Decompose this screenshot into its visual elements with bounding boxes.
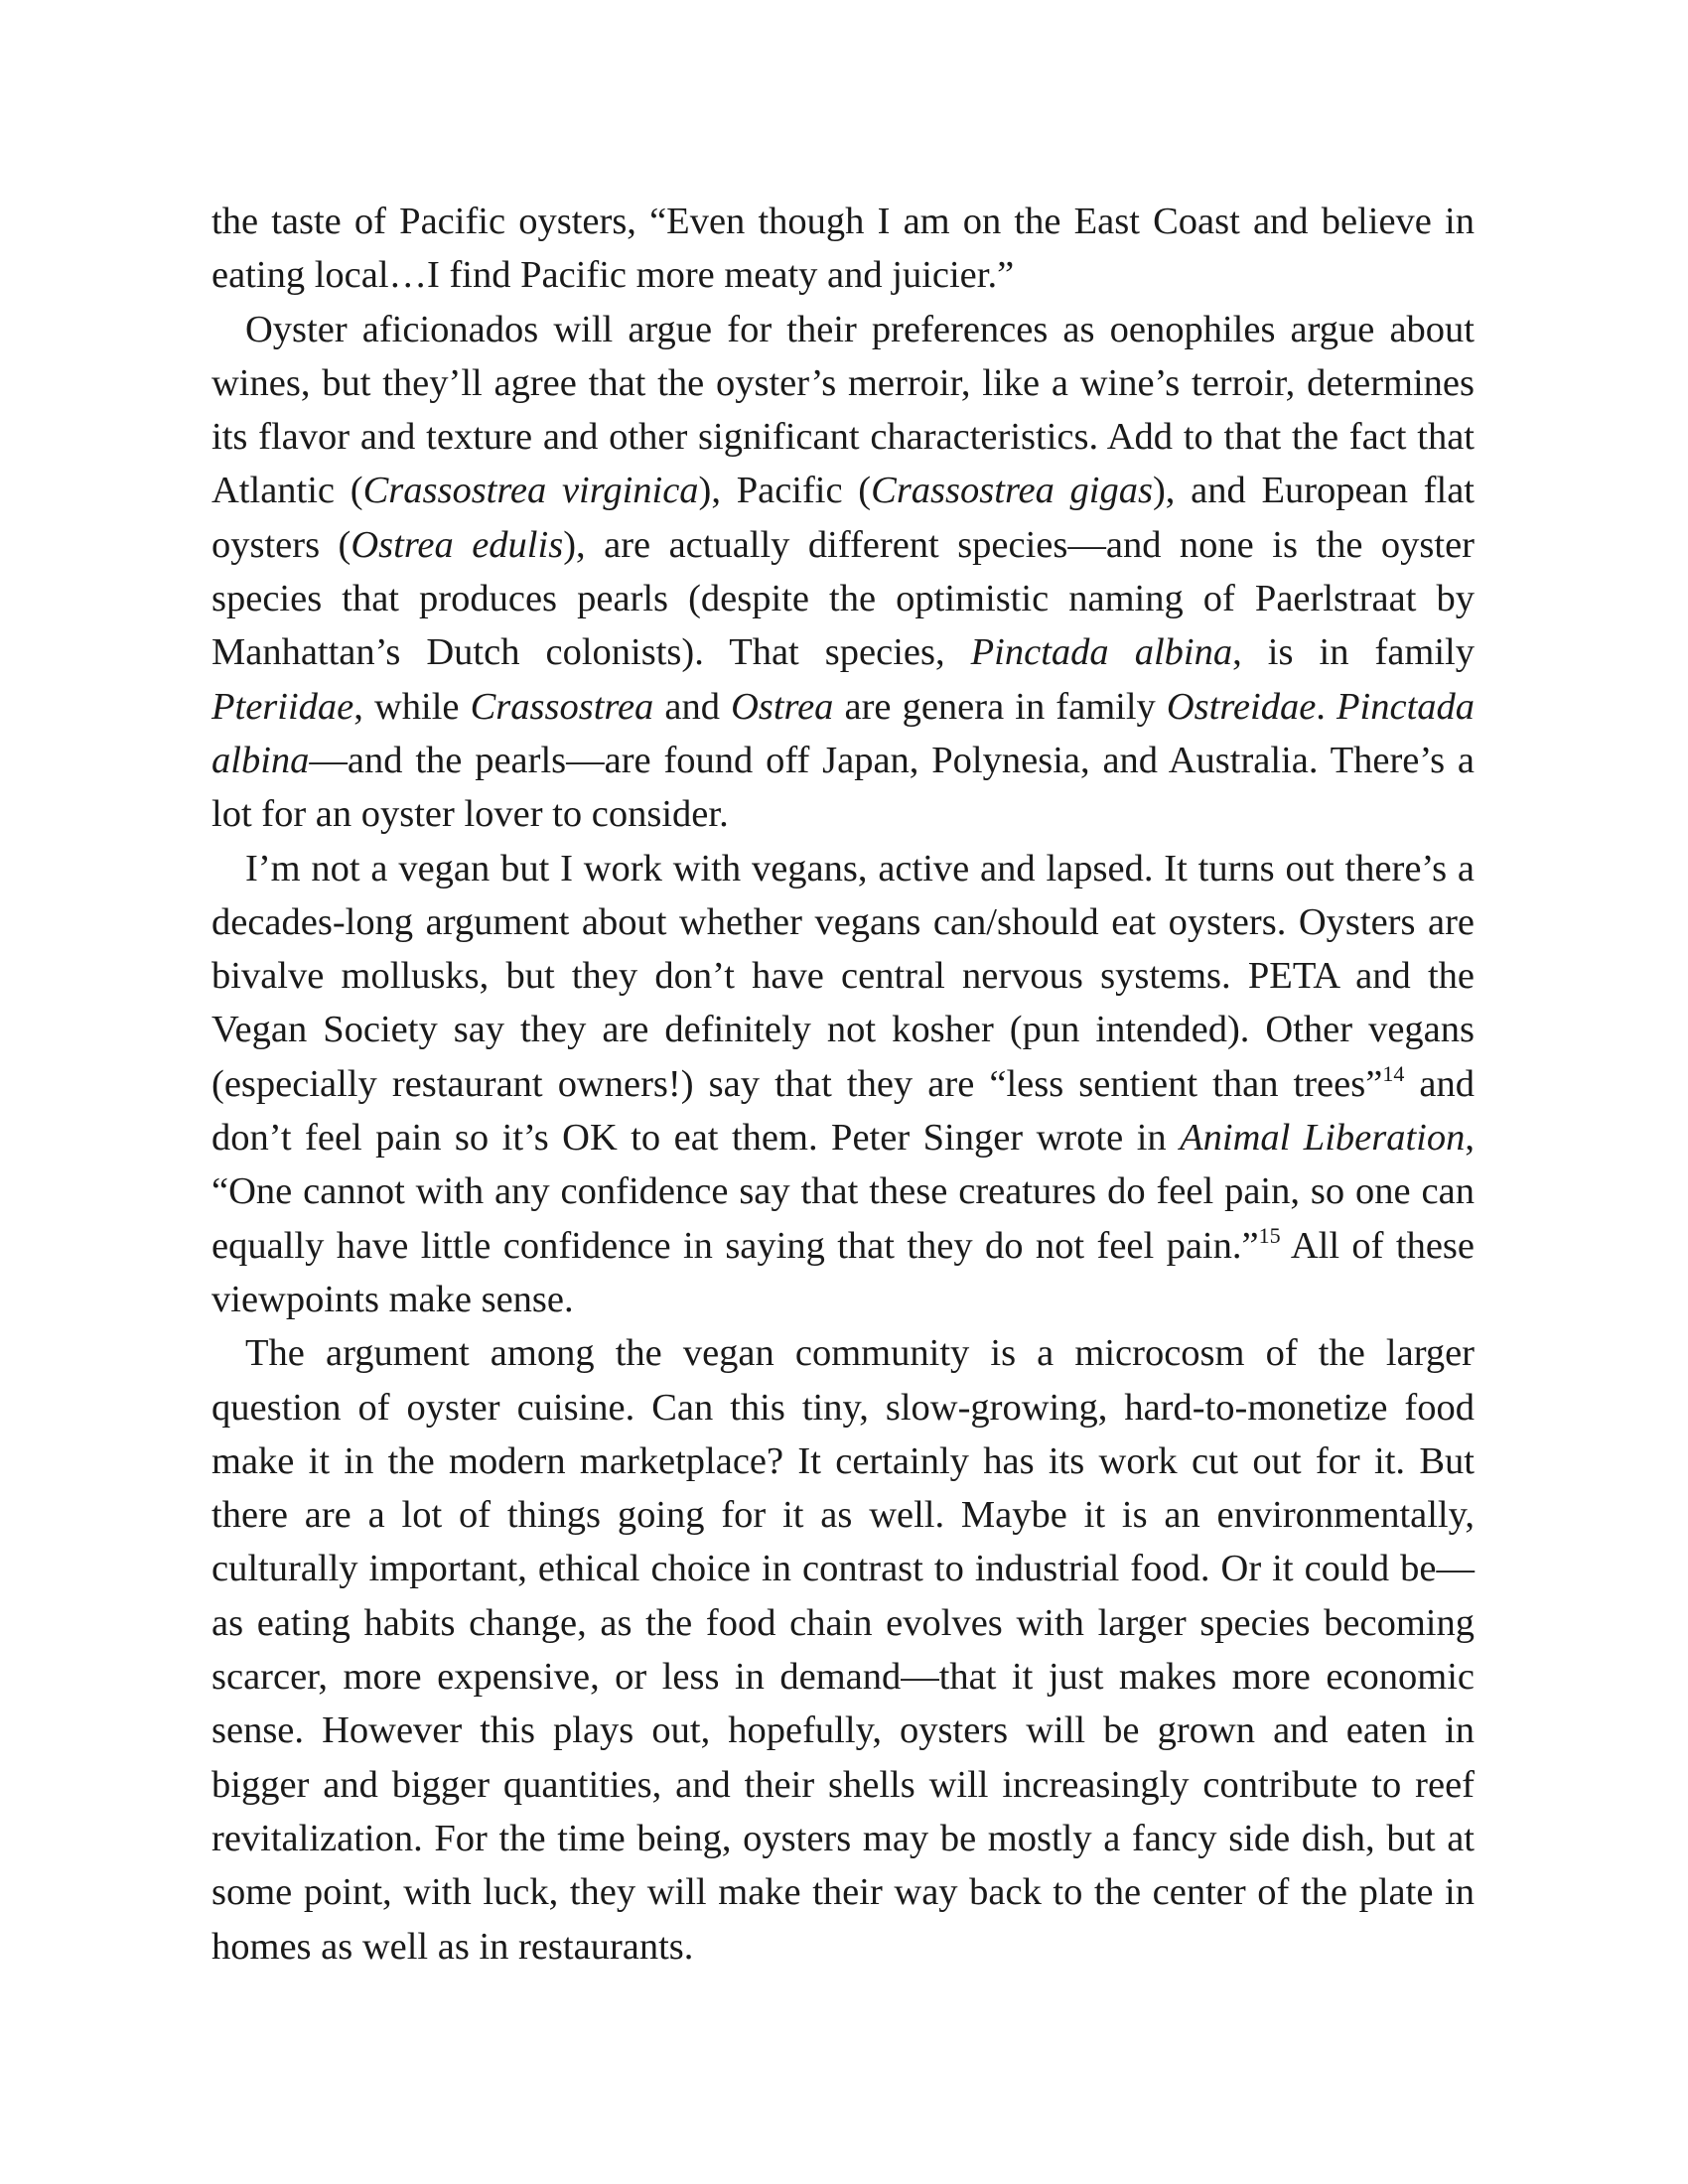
text-run: and don’t feel pain so it’s OK to eat them. Peter Singer wrote in xyxy=(211,1062,1475,1160)
paragraph-4 xyxy=(211,1326,1475,1974)
paragraph-1 xyxy=(211,195,1475,303)
text-run: the taste of Pacific oysters, “Even though I am on the East Coast and believe in eating local…I find Pacific more meaty and juicier.” xyxy=(211,201,1475,297)
text-run: are genera in family xyxy=(833,685,1167,728)
species-name: Pinctada albina xyxy=(970,631,1233,674)
paragraph-2 xyxy=(211,303,1475,842)
family-name: Pteriidae xyxy=(211,685,354,728)
genus-name: Crassostrea xyxy=(470,685,654,728)
footnote-ref-14: 14 xyxy=(1382,1060,1405,1086)
genus-name: Ostrea xyxy=(731,685,834,728)
text-run: All of these viewpoints make sense. xyxy=(211,1224,1475,1320)
species-name: Pinctada albina xyxy=(211,685,1476,781)
species-name: Ostrea edulis xyxy=(351,523,564,566)
species-name: Crassostrea virginica xyxy=(362,470,699,512)
text-run: —and the pearls—are found off Japan, Polynesia, and Australia. There’s a lot for an oyster lover to consider. xyxy=(211,739,1475,836)
text-run: ), and European flat oysters ( xyxy=(211,470,1475,566)
text-run: The argument among the vegan community is a microcosm of the larger question of oyster cuisine. Can this tiny, slow-growing, hard-to-monetize food make it in the modern marketplace? It certainly has its work cut out for it. But there are a lot of things going for it as well. Maybe it is an environmentally, culturally important, ethical choice in contrast to industrial food. Or it could be—as eating habits change, as the food chain evolves with larger species becoming scarcer, more expensive, or less in demand—that it just makes more economic sense. However this plays out, hopefully, oysters will be grown and eaten in bigger and bigger quantities, and their shells will increasingly contribute to reef revitalization. For the time being, oysters may be mostly a fancy side dish, but at some point, with luck, they will make their way back to the center of the plate in homes as well as in restaurants. xyxy=(211,1332,1475,1968)
text-run: , is in family xyxy=(1232,631,1476,674)
text-run: ), Pacific ( xyxy=(698,470,872,512)
text-run: , while xyxy=(353,685,471,728)
book-title: Animal Liberation xyxy=(1180,1117,1466,1160)
text-run: and xyxy=(653,685,732,728)
species-name: Crassostrea gigas xyxy=(871,470,1153,512)
text-run: I’m not a vegan but I work with vegans, active and lapsed. It turns out there’s a decades-long argument about whether vegans can/should eat oysters. Oysters are bivalve mollusks, but they don’t have central nervous systems. PETA and the Vegan Society say they are definitely not kosher (pun intended). Other vegans (especially restaurant owners!) say that they are “less sentient than trees” xyxy=(211,847,1475,1105)
text-run: , “One cannot with any confidence say that these creatures do feel pain, so one can equally have little confidence in saying that they do not feel pain.” xyxy=(211,1117,1475,1267)
text-run: Oyster aficionados will argue for their preferences as oenophiles argue about wines, but they’ll agree that the oyster’s merroir, like a wine’s terroir, determines its flavor and texture and other significant characteristics. Add to that the fact that Atlantic ( xyxy=(211,308,1475,512)
text-run: ), are actually different species—and none is the oyster species that produces pearls (despite the optimistic naming of Paerlstraat by Manhattan’s Dutch colonists). That species, xyxy=(211,523,1475,674)
footnote-ref-15: 15 xyxy=(1258,1222,1281,1248)
page-body xyxy=(211,195,1475,1974)
family-name: Ostreidae xyxy=(1166,685,1317,728)
paragraph-3 xyxy=(211,842,1475,1327)
text-run: . xyxy=(1316,685,1337,728)
